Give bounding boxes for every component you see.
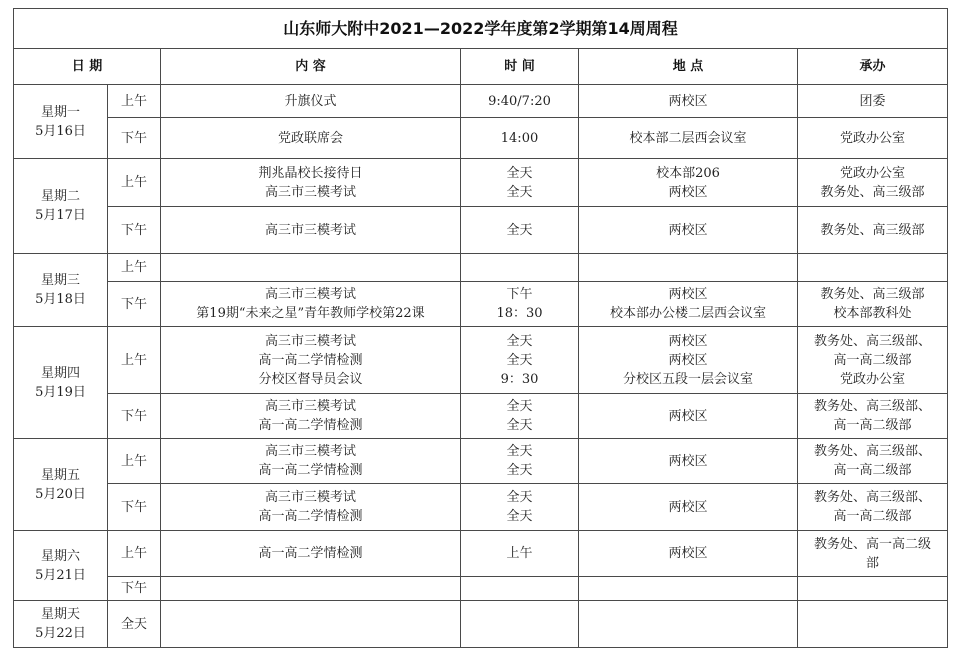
schedule-row [14, 159, 948, 207]
day-cell [14, 601, 108, 648]
time-line: 全天 [506, 444, 533, 459]
place-line: 两校区 [668, 222, 708, 238]
content-line: 高一高二学情检测 [258, 418, 363, 433]
content-cell [161, 207, 461, 254]
time-cell [461, 254, 579, 282]
org-line: 教务处、高三级部 [820, 222, 925, 238]
period-cell [108, 601, 161, 648]
place-cell [579, 159, 798, 207]
content-cell [161, 394, 461, 439]
day-cell [14, 254, 108, 327]
content-line: 高一高二学情检测 [258, 509, 363, 524]
time-line: 全天 [506, 509, 533, 524]
day-cell [14, 327, 108, 439]
place-cell [579, 531, 798, 577]
content-cell [161, 577, 461, 601]
title-row [14, 9, 948, 49]
time-line: 全天 [506, 490, 533, 505]
content-line: 荆兆晶校长接待日 [258, 165, 363, 181]
content-line: 高三市三模考试 [264, 287, 356, 302]
period-cell [108, 282, 161, 327]
time-cell [461, 601, 579, 648]
content-line: 分校区督导员会议 [258, 371, 363, 387]
content-line: 高三市三模考试 [264, 333, 356, 349]
period-label: 下午 [120, 296, 147, 312]
org-line: 教务处、高一高二级 [814, 536, 932, 552]
org-line: 校本部教科处 [833, 306, 912, 321]
content-cell [161, 484, 461, 531]
time-line: 全天 [506, 418, 533, 433]
org-line: 团委 [859, 93, 886, 109]
time-cell [461, 577, 579, 601]
place-cell [579, 85, 798, 118]
period-label: 下午 [120, 408, 147, 424]
time-line: 全天 [506, 184, 533, 200]
org-cell [798, 577, 948, 601]
org-cell [798, 159, 948, 207]
place-cell [579, 282, 798, 327]
period-cell [108, 484, 161, 531]
time-line: 全天 [506, 399, 533, 414]
place-cell [579, 577, 798, 601]
schedule-row [14, 577, 948, 601]
schedule-row [14, 85, 948, 118]
content-line: 高三市三模考试 [264, 490, 356, 505]
schedule-row [14, 531, 948, 577]
content-line: 第19期“未来之星”青年教师学校第22课 [196, 306, 425, 321]
day-cell [14, 439, 108, 531]
org-cell [798, 394, 948, 439]
schedule-row [14, 118, 948, 159]
org-line: 高一高二级部 [833, 352, 912, 368]
date-label: 5月17日 [35, 208, 86, 223]
time-cell [461, 85, 579, 118]
period-cell [108, 85, 161, 118]
place-line: 两校区 [668, 499, 708, 515]
period-label: 下午 [120, 581, 147, 596]
period-cell [108, 394, 161, 439]
content-line: 高三市三模考试 [264, 444, 356, 459]
period-label: 上午 [120, 352, 147, 368]
day-cell [14, 159, 108, 254]
org-line: 高一高二级部 [833, 509, 912, 524]
period-label: 全天 [120, 616, 147, 632]
date-label: 5月22日 [35, 626, 86, 641]
weekday-label: 星期五 [40, 467, 80, 483]
content-cell [161, 159, 461, 207]
org-cell [798, 531, 948, 577]
place-cell [579, 254, 798, 282]
org-line: 高一高二级部 [833, 463, 912, 478]
org-cell [798, 118, 948, 159]
content-line: 高三市三模考试 [264, 184, 356, 200]
period-cell [108, 577, 161, 601]
time-cell [461, 394, 579, 439]
weekday-label: 星期六 [40, 548, 80, 564]
org-cell [798, 85, 948, 118]
weekday-label: 星期三 [40, 273, 80, 288]
time-cell [461, 327, 579, 394]
date-label: 5月18日 [35, 292, 86, 307]
place-line: 两校区 [668, 333, 708, 349]
period-cell [108, 118, 161, 159]
schedule-table [13, 8, 948, 648]
org-cell [798, 207, 948, 254]
place-line: 校本部办公楼二层西会议室 [609, 306, 766, 321]
content-cell [161, 531, 461, 577]
org-line: 部 [866, 555, 880, 571]
time-cell [461, 439, 579, 484]
org-line: 高一高二级部 [833, 418, 912, 433]
time-cell [461, 282, 579, 327]
org-cell [798, 601, 948, 648]
content-line: 高三市三模考试 [264, 222, 356, 238]
date-label: 5月16日 [35, 123, 86, 139]
org-cell [798, 254, 948, 282]
header-org: 承办 [798, 49, 948, 85]
time-cell [461, 484, 579, 531]
weekday-label: 星期二 [40, 189, 80, 204]
schedule-body [14, 85, 948, 648]
place-line: 两校区 [668, 184, 708, 200]
schedule-row [14, 484, 948, 531]
place-cell [579, 118, 798, 159]
day-cell [14, 85, 108, 159]
content-line: 高一高二学情检测 [258, 546, 363, 561]
period-cell [108, 159, 161, 207]
org-line: 教务处、高三级部 [820, 287, 925, 302]
period-cell [108, 531, 161, 577]
period-cell [108, 254, 161, 282]
schedule-row [14, 439, 948, 484]
place-line: 两校区 [668, 408, 708, 424]
schedule-title: 山东师大附中2021—2022学年度第2学期第14周周程 [14, 9, 948, 49]
content-line: 高三市三模考试 [264, 399, 356, 414]
place-cell [579, 484, 798, 531]
place-cell [579, 394, 798, 439]
period-cell [108, 439, 161, 484]
time-cell [461, 159, 579, 207]
org-line: 党政办公室 [840, 371, 906, 387]
date-label: 5月21日 [35, 567, 86, 583]
content-line: 高一高二学情检测 [258, 463, 363, 478]
day-cell [14, 531, 108, 601]
time-line: 全天 [506, 352, 533, 368]
period-label: 上午 [120, 93, 147, 109]
time-line: 下午 [506, 287, 533, 302]
period-label: 上午 [120, 453, 147, 469]
org-cell [798, 439, 948, 484]
period-label: 上午 [120, 175, 147, 190]
place-line: 两校区 [668, 93, 708, 109]
header-time: 时 间 [461, 49, 579, 85]
org-line: 党政办公室 [840, 130, 906, 146]
content-cell [161, 85, 461, 118]
period-label: 上午 [120, 260, 147, 275]
time-line: 14:00 [500, 130, 539, 146]
schedule-row [14, 601, 948, 648]
place-line: 两校区 [668, 453, 708, 469]
period-label: 下午 [120, 499, 147, 515]
time-line: 全天 [506, 463, 533, 478]
period-label: 上午 [120, 546, 147, 561]
org-line: 教务处、高三级部、 [814, 333, 932, 349]
schedule-row [14, 394, 948, 439]
place-line: 校本部206 [656, 165, 720, 181]
weekday-label: 星期一 [40, 104, 80, 120]
place-cell [579, 601, 798, 648]
content-cell [161, 282, 461, 327]
org-line: 教务处、高三级部、 [814, 490, 932, 505]
header-date: 日 期 [14, 49, 161, 85]
content-cell [161, 327, 461, 394]
org-cell [798, 484, 948, 531]
period-label: 下午 [120, 222, 147, 238]
place-line: 分校区五段一层会议室 [622, 371, 753, 387]
org-line: 教务处、高三级部 [820, 184, 925, 200]
header-row [14, 49, 948, 85]
time-cell [461, 207, 579, 254]
place-cell [579, 327, 798, 394]
schedule-row [14, 254, 948, 282]
content-line: 升旗仪式 [284, 93, 337, 109]
weekday-label: 星期天 [40, 607, 80, 622]
time-line: 9：30 [500, 371, 539, 387]
period-cell [108, 207, 161, 254]
content-cell [161, 601, 461, 648]
org-line: 党政办公室 [840, 165, 906, 181]
place-line: 两校区 [668, 352, 708, 368]
time-line: 全天 [506, 165, 533, 181]
period-label: 下午 [120, 130, 147, 146]
date-label: 5月19日 [35, 384, 86, 400]
content-cell [161, 254, 461, 282]
org-cell [798, 282, 948, 327]
content-cell [161, 439, 461, 484]
content-line: 高一高二学情检测 [258, 352, 363, 368]
time-line: 全天 [506, 333, 533, 349]
org-cell [798, 327, 948, 394]
weekday-label: 星期四 [40, 365, 80, 381]
place-line: 两校区 [668, 287, 708, 302]
schedule-row [14, 327, 948, 394]
schedule-row [14, 282, 948, 327]
time-line: 上午 [506, 546, 533, 561]
org-line: 教务处、高三级部、 [814, 399, 932, 414]
content-line: 党政联席会 [277, 130, 343, 146]
place-line: 两校区 [668, 546, 708, 561]
header-content: 内 容 [161, 49, 461, 85]
time-line: 18：30 [496, 306, 543, 321]
time-cell [461, 118, 579, 159]
content-cell [161, 118, 461, 159]
place-cell [579, 439, 798, 484]
place-line: 校本部二层西会议室 [629, 130, 747, 146]
header-place: 地 点 [579, 49, 798, 85]
period-cell [108, 327, 161, 394]
time-line: 全天 [506, 222, 533, 238]
place-cell [579, 207, 798, 254]
date-label: 5月20日 [35, 486, 86, 502]
schedule-row [14, 207, 948, 254]
time-cell [461, 531, 579, 577]
org-line: 教务处、高三级部、 [814, 444, 932, 459]
time-line: 9:40/7:20 [488, 93, 551, 109]
